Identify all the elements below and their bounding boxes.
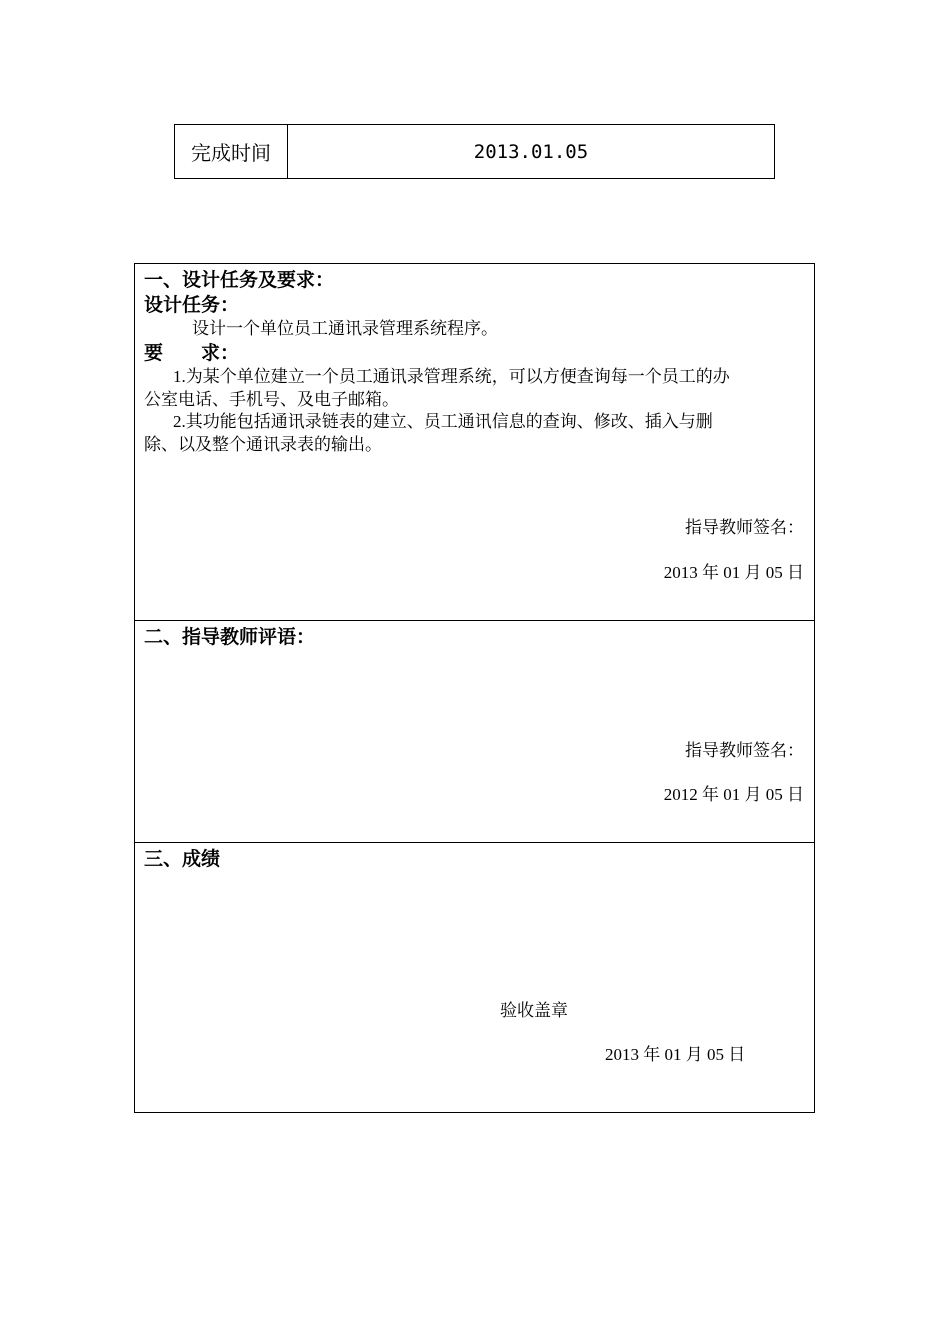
grade-section [135,843,814,1113]
requirement-2-line-2: 除、以及整个通讯录表的输出。 [144,435,382,454]
task-date: 2013 年 01 月 05 日 [663,563,804,582]
completion-time-table [174,124,775,179]
completion-time-value: 2013.01.05 [473,140,589,163]
requirement-2-line-1: 2.其功能包括通讯录链表的建立、员工通讯信息的查询、修改、插入与删 [173,412,713,431]
task-subheading: 设计任务： [144,294,240,316]
acceptance-stamp-label: 验收盖章 [500,1001,568,1020]
task-description: 设计一个单位员工通讯录管理系统程序。 [192,319,498,338]
requirement-1-line-1: 1.为某个单位建立一个员工通讯录管理系统，可以方便查询每一个员工的办 [173,367,730,386]
grade-heading: 三、成绩 [144,848,221,870]
requirement-1-line-2: 公室电话、手机号、及电子邮箱。 [144,390,399,409]
grade-date: 2013 年 01 月 05 日 [605,1045,746,1064]
evaluation-table [134,263,815,1113]
design-task-section [135,264,814,621]
design-task-heading: 一、设计任务及要求： [144,269,335,291]
teacher-comments-heading: 二、指导教师评语： [144,626,316,648]
teacher-signature-label: 指导教师签名： [685,741,804,760]
completion-time-label: 完成时间 [175,125,288,178]
teacher-comments-section [135,621,814,843]
teacher-signature-label: 指导教师签名： [685,518,804,537]
requirements-subheading: 要 求： [144,342,240,364]
comments-date: 2012 年 01 月 05 日 [663,785,804,804]
